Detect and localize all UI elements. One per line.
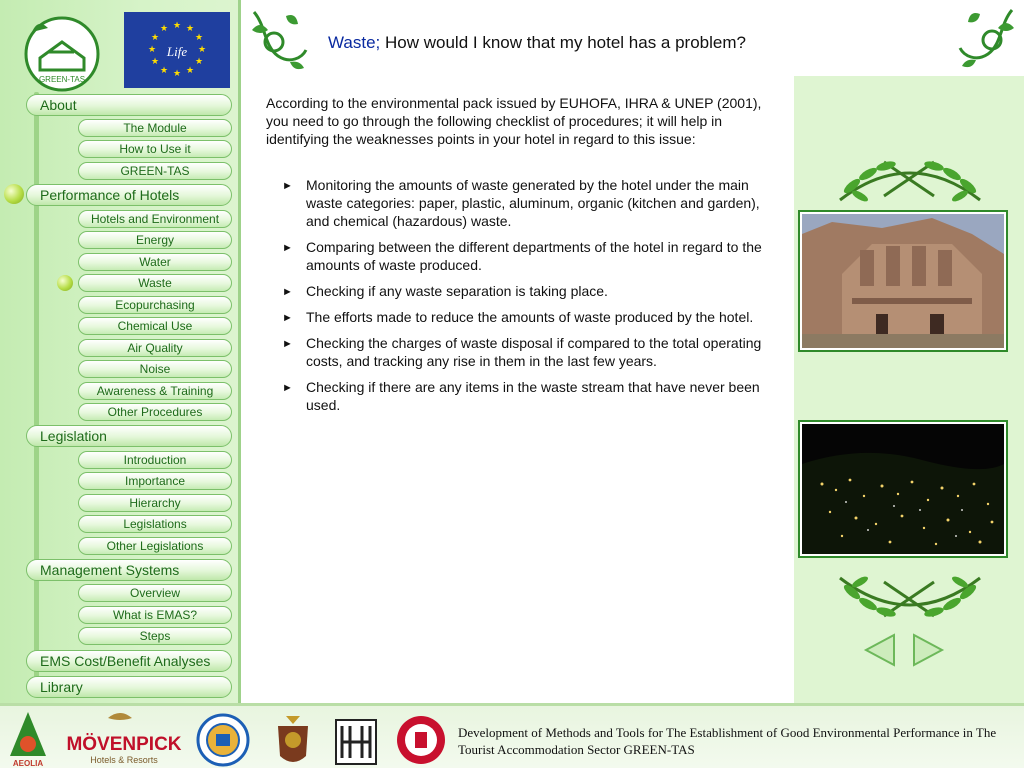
petra-tomb-photo [798,210,1008,352]
list-item-text: Checking the charges of waste disposal if compared to the total operating costs, and tracking any rise in them in the last few years. [306,335,762,369]
svg-text:GREEN-TAS: GREEN-TAS [38,75,86,84]
list-item-text: Monitoring the amounts of waste generated by the hotel under the main waste categories: paper, plastic, aluminum, organic (kitchen and garden), and chemical (hazardous) waste. [306,177,760,229]
nav-item-waste[interactable]: Waste [78,274,232,292]
sidebar-rail [34,92,39,692]
bullet-arrow-icon: ► [282,338,293,350]
bullet-arrow-icon: ► [282,312,293,324]
list-item [282,282,776,300]
list-item [282,238,776,274]
nav-item-hotels-environment[interactable]: Hotels and Environment [78,210,232,228]
nav-item-what-is-emas[interactable]: What is EMAS? [78,606,232,624]
svg-text:★: ★ [194,33,204,43]
nav-item-the-module[interactable]: The Module [78,119,232,137]
royal-crest-logo [268,712,318,768]
svg-text:★: ★ [172,21,182,31]
list-item [282,308,776,326]
list-item-text: Comparing between the different departments of the hotel in regard to the amounts of waste produced. [306,239,762,273]
svg-text:★: ★ [147,45,157,55]
active-section-marker [4,184,24,204]
list-item-text: Checking if there are any items in the waste stream that have never been used. [306,379,760,413]
next-page-button[interactable] [910,632,946,668]
movenpick-logo [64,710,184,768]
svg-text:★: ★ [159,24,169,34]
nav-item-steps[interactable]: Steps [78,627,232,645]
list-item [282,378,776,414]
svg-text:★: ★ [150,33,160,43]
svg-text:★: ★ [172,69,182,79]
svg-text:★: ★ [185,66,195,76]
right-arrow-icon [910,632,946,668]
nav-section-library[interactable]: Library [26,676,232,698]
svg-text:★: ★ [150,57,160,67]
nav-section-legislation[interactable]: Legislation [26,425,232,447]
floral-ornament-icon [956,4,1020,68]
list-item-text: The efforts made to reduce the amounts of waste produced by the hotel. [306,309,754,325]
left-arrow-icon [862,632,898,668]
nav-item-air-quality[interactable]: Air Quality [78,339,232,357]
page-title [328,33,746,53]
nav-item-introduction[interactable]: Introduction [78,451,232,469]
nav-item-overview[interactable]: Overview [78,584,232,602]
nav-item-legislations[interactable]: Legislations [78,515,232,533]
nav-item-ecopurchasing[interactable]: Ecopurchasing [78,296,232,314]
bullet-arrow-icon: ► [282,286,293,298]
nav-section-about[interactable]: About [26,94,232,116]
university-emblem-logo [396,712,446,768]
aeolia-logo [6,710,50,768]
list-item [282,334,776,370]
nav-item-energy[interactable]: Energy [78,231,232,249]
nav-section-management[interactable]: Management Systems [26,559,232,581]
list-item [282,176,776,230]
nav-item-importance[interactable]: Importance [78,472,232,490]
nav-item-green-tas[interactable]: GREEN-TAS [78,162,232,180]
intro-paragraph: According to the environmental pack issued by EUHOFA, IHRA & UNEP (2001), you need to go through the following checklist of procedures; it will help in identifying the weaknesses points in your hotel in regard to this issue: [266,95,762,147]
svg-text:Hotels & Resorts: Hotels & Resorts [90,755,158,765]
svg-text:★: ★ [197,45,207,55]
footer [0,703,1024,768]
bullet-arrow-icon: ► [282,242,293,254]
institution-logo [334,712,378,768]
previous-page-button[interactable] [862,632,898,668]
nav-item-noise[interactable]: Noise [78,360,232,378]
svg-text:MÖVENPICK: MÖVENPICK [66,734,182,755]
footer-project-text: Development of Methods and Tools for The Establishment of Good Environmental Performance in The Tourist Accommodation Sector GREEN-TAS [458,725,997,757]
university-seal-logo [196,712,250,768]
nav-item-hierarchy[interactable]: Hierarchy [78,494,232,512]
page-title-question: How would I know that my hotel has a problem? [380,33,746,52]
green-tas-logo [22,12,100,92]
nav-item-other-legislations[interactable]: Other Legislations [78,537,232,555]
sidebar [0,0,241,703]
right-panel [794,76,1024,703]
nav-section-ems-cost[interactable]: EMS Cost/Benefit Analyses [26,650,232,672]
nav-item-how-to-use[interactable]: How to Use it [78,140,232,158]
nav-section-performance[interactable]: Performance of Hotels [26,184,232,206]
svg-text:★: ★ [159,66,169,76]
svg-text:Life: Life [166,44,188,59]
page-title-topic: Waste; [328,33,381,52]
nav-item-awareness-training[interactable]: Awareness & Training [78,382,232,400]
nav-item-water[interactable]: Water [78,253,232,271]
svg-text:★: ★ [185,24,195,34]
night-city-photo [798,420,1008,558]
nav-item-chemical-use[interactable]: Chemical Use [78,317,232,335]
bullet-arrow-icon: ► [282,382,293,394]
checklist [282,176,776,422]
eu-life-logo [124,12,230,88]
nav-item-other-procedures[interactable]: Other Procedures [78,403,232,421]
olive-branch-icon [834,152,986,208]
list-item-text: Checking if any waste separation is taking place. [306,283,608,299]
olive-branch-icon [834,570,986,626]
svg-text:AEOLIA: AEOLIA [12,759,44,768]
svg-text:★: ★ [194,57,204,67]
active-item-marker [57,275,73,291]
floral-ornament-icon [246,6,310,70]
bullet-arrow-icon: ► [282,180,293,192]
